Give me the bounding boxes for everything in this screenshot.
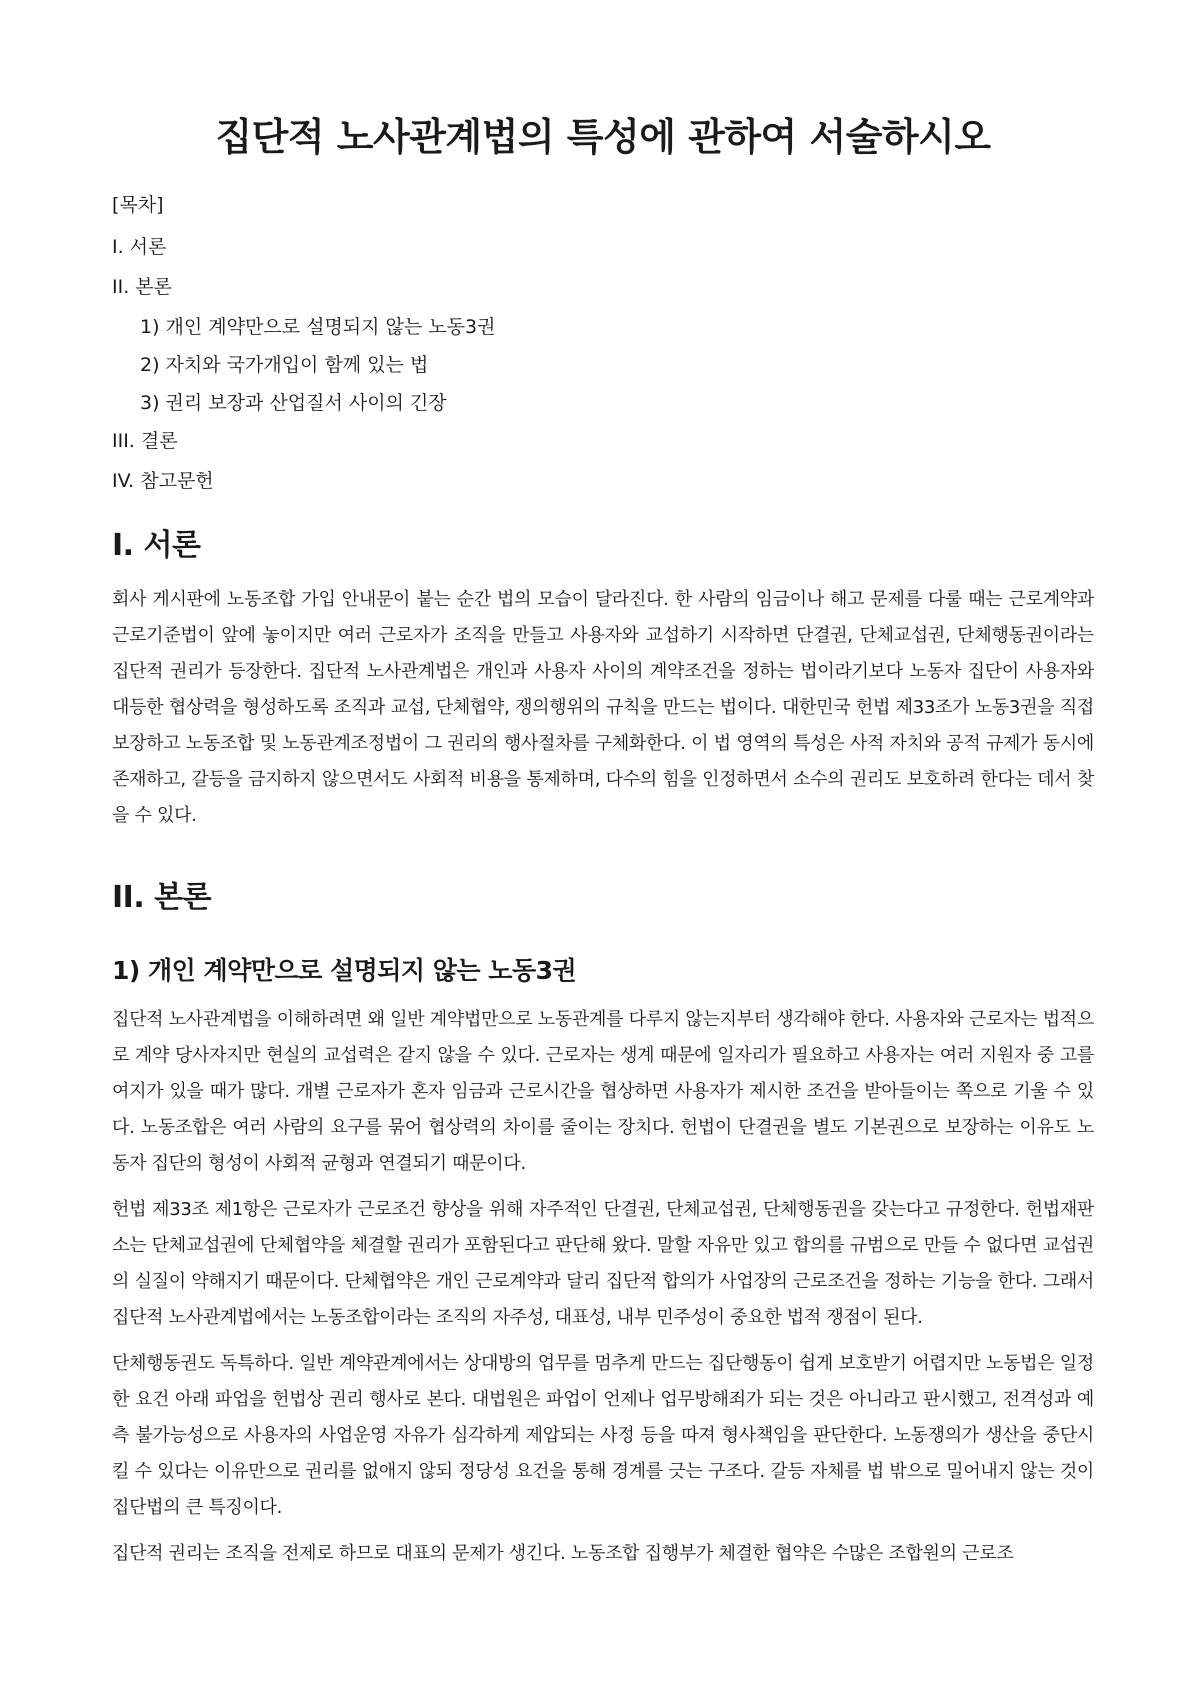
introduction-paragraph: 회사 게시판에 노동조합 가입 안내문이 붙는 순간 법의 모습이 달라진다. 한 사람의 임금이나 해고 문제를 다룰 때는 근로계약과 근로기준법이 앞에 놓이지만 여러 근로자가 조직을 만들고 사용자와 교섭하기 시작하면 단결권, 단체교섭권, 단체행동권이라는 집단적 권리가 등장한다. 집단적 노사관계법은 개인과 사용자 사이의 계약조건을 정하는 법이라기보다 노동자 집단이 사용자와 대등한 협상력을 형성하도록 조직과 교섭, 단체협약, 쟁의행위의 규칙을 만드는 법이다. 대한민국 헌법 제33조가 노동3권을 직접 보장하고 노동조합 및 노동관계조정법이 그 권리의 행사절차를 구체화한다. 이 법 영역의 특성은 사적 자치와 공적 규제가 동시에 존재하고, 갈등을 금지하지 않으면서도 사회적 비용을 통제하며, 다수의 힘을 인정하면서 소수의 권리도 보호하려 한다는 데서 찾을 수 있다.	[112, 589, 1094, 826]
toc-item-conclusion[interactable]: III. 결론	[112, 430, 178, 452]
subsection-heading-labor-rights: 1) 개인 계약만으로 설명되지 않는 노동3권	[112, 956, 577, 985]
section-body	[112, 878, 1094, 1572]
toc-item-body-sub2[interactable]: 2) 자치와 국가개입이 함께 있는 법	[140, 354, 429, 376]
body-paragraph: 단체행동권도 독특하다. 일반 계약관계에서는 상대방의 업무를 멈추게 만드는 집단행동이 쉽게 보호받기 어렵지만 노동법은 일정한 요건 아래 파업을 헌법상 권리 행사로 본다. 대법원은 파업이 언제나 업무방해죄가 되는 것은 아니라고 판시했고, 전격성과 예측 불가능성으로 사용자의 사업운영 자유가 심각하게 제압되는 사정 등을 따져 형사책임을 판단한다. 노동쟁의가 생산을 중단시킬 수 있다는 이유만으로 권리를 없애지 않되 정당성 요건을 통해 경계를 긋는 구조다. 갈등 자체를 법 밖으로 밀어내지 않는 것이 집단법의 큰 특징이다.	[112, 1353, 1094, 1518]
toc-item-intro[interactable]: I. 서론	[112, 236, 167, 258]
section-heading-introduction: I. 서론	[112, 528, 201, 563]
toc-item-references[interactable]: IV. 참고문헌	[112, 470, 214, 492]
section-introduction	[112, 526, 1094, 834]
body-paragraph: 집단적 노사관계법을 이해하려면 왜 일반 계약법만으로 노동관계를 다루지 않는지부터 생각해야 한다. 사용자와 근로자는 법적으로 계약 당사자지만 현실의 교섭력은 같지 않을 수 있다. 근로자는 생계 때문에 일자리가 필요하고 사용자는 여러 지원자 중 고를 여지가 있을 때가 많다. 개별 근로자가 혼자 임금과 근로시간을 협상하면 사용자가 제시한 조건을 받아들이는 쪽으로 기울 수 있다. 노동조합은 여러 사람의 요구를 묶어 협상력의 차이를 줄이는 장치다. 헌법이 단결권을 별도 기본권으로 보장하는 이유도 노동자 집단의 형성이 사회적 균형과 연결되기 때문이다.	[112, 1009, 1094, 1174]
section-heading-body: II. 본론	[112, 880, 212, 915]
toc-item-body-sub3[interactable]: 3) 권리 보장과 산업질서 사이의 긴장	[140, 392, 447, 414]
toc-heading: [목차]	[112, 194, 164, 216]
body-paragraph: 헌법 제33조 제1항은 근로자가 근로조건 향상을 위해 자주적인 단결권, 단체교섭권, 단체행동권을 갖는다고 규정한다. 헌법재판소는 단체교섭권에 단체협약을 체결할 권리가 포함된다고 판단해 왔다. 말할 자유만 있고 합의를 규범으로 만들 수 없다면 교섭권의 실질이 약해지기 때문이다. 단체협약은 개인 근로계약과 달리 집단적 합의가 사업장의 근로조건을 정하는 기능을 한다. 그래서 집단적 노사관계법에서는 노동조합이라는 조직의 자주성, 대표성, 내부 민주성이 중요한 법적 쟁점이 된다.	[112, 1199, 1094, 1328]
body-paragraph: 집단적 권리는 조직을 전제로 하므로 대표의 문제가 생긴다. 노동조합 집행부가 체결한 협약은 수많은 조합원의 근로조	[112, 1543, 1014, 1564]
toc-item-body[interactable]: II. 본론	[112, 276, 172, 298]
document-title: 집단적 노사관계법의 특성에 관하여 서술하시오	[215, 115, 991, 159]
toc-item-body-sub1[interactable]: 1) 개인 계약만으로 설명되지 않는 노동3권	[140, 316, 496, 338]
table-of-contents	[112, 192, 1094, 494]
